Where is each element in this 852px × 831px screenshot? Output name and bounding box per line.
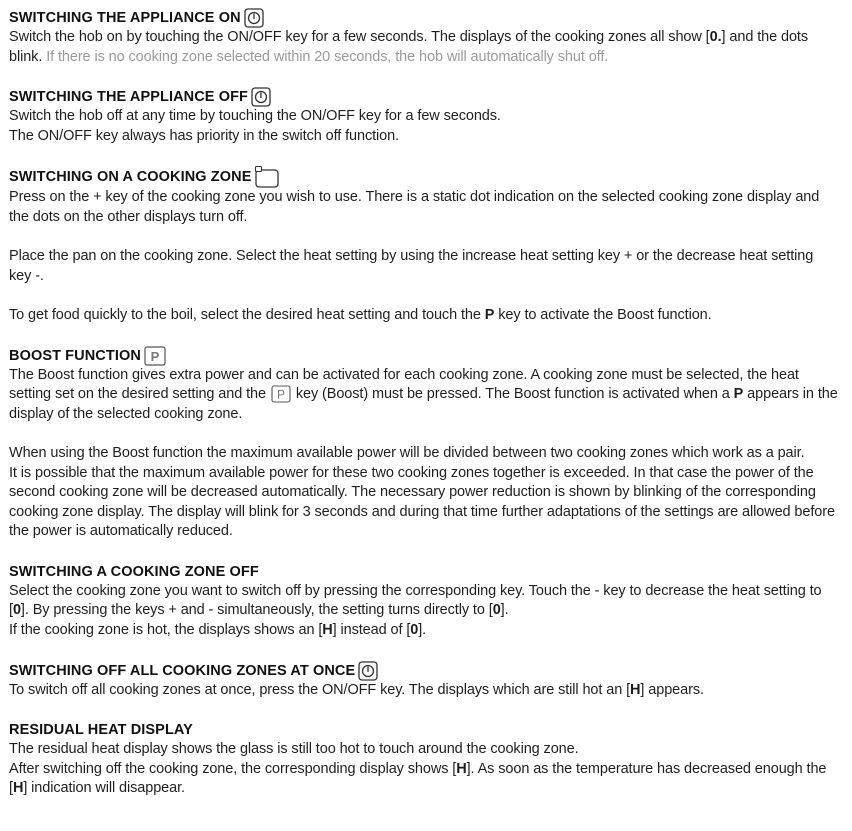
- section-switch-off: [9, 87, 852, 146]
- boost-p-icon: [271, 385, 291, 403]
- paragraph: Switch the hob on by touching the ON/OFF key for a few seconds. The displays of the cooking zones all show [0.] and the dots blink. If there is no cooking zone selected within 20 seconds, the hob will automatically shut off.: [9, 29, 809, 65]
- paragraph: It is possible that the maximum available power for these two cooking zones together is exceeded. In that case the power of the second cooking zone will be decreased automatically. The necessary power reduction is shown by blinking of the corresponding cooking zone display. The display will blink for 3 seconds and during that time further adaptations of the settings are allowed before the power is automatically reduced.: [9, 464, 835, 540]
- svg-text:P: P: [276, 387, 285, 402]
- paragraph: Press on the + key of the cooking zone you wish to use. There is a static dot indication on the selected cooking zone display and the dots on the other displays turn off.: [9, 189, 820, 225]
- section-residual-heat: [9, 720, 852, 799]
- paragraph: The ON/OFF key always has priority in the switch off function.: [9, 127, 400, 144]
- paragraph: Switch the hob off at any time by touching the ON/OFF key for a few seconds.: [9, 108, 501, 125]
- paragraph: When using the Boost function the maximum available power will be divided between two cooking zones which work as a pair.: [9, 444, 805, 461]
- section-all-off: [9, 661, 852, 701]
- section-heading: RESIDUAL HEAT DISPLAY: [9, 722, 193, 739]
- power-icon: [358, 661, 378, 681]
- paragraph: If the cooking zone is hot, the displays shows an [H] instead of [0].: [9, 622, 427, 639]
- section-heading: SWITCHING THE APPLIANCE OFF: [9, 87, 852, 107]
- power-icon: [251, 87, 271, 107]
- section-heading: BOOST FUNCTION P: [9, 346, 852, 366]
- paragraph: To get food quickly to the boil, select the desired heat setting and touch the P key to activate the Boost function.: [9, 306, 712, 323]
- section-heading: SWITCHING A COOKING ZONE OFF: [9, 563, 259, 580]
- paragraph: Place the pan on the cooking zone. Select the heat setting by using the increase heat setting key + or the decrease heat setting key -.: [9, 248, 814, 284]
- section-heading: SWITCHING OFF ALL COOKING ZONES AT ONCE: [9, 661, 852, 681]
- paragraph: After switching off the cooking zone, the corresponding display shows [H]. As soon as the temperature has decreased enough the [H] indication will disappear.: [9, 760, 827, 797]
- section-switch-on: [9, 8, 852, 67]
- paragraph: The residual heat display shows the glass is still too hot to touch around the cooking zone.: [9, 741, 579, 758]
- auto-shutoff-note: If there is no cooking zone selected within 20 seconds, the hob will automatically shut off.: [46, 48, 609, 65]
- paragraph: To switch off all cooking zones at once, press the ON/OFF key. The displays which are still hot an [H] appears.: [9, 681, 704, 698]
- section-zone-on: [9, 166, 852, 325]
- paragraph: Select the cooking zone you want to switch off by pressing the corresponding key. Touch the - key to decrease the heat setting to [0]. By pressing the keys + and - simultaneously, the setting turns directly to [0].: [9, 582, 822, 619]
- boost-p-icon: [144, 346, 166, 366]
- section-zone-off: [9, 562, 852, 641]
- section-heading: SWITCHING ON A COOKING ZONE: [9, 166, 852, 188]
- power-icon: [244, 8, 264, 28]
- section-heading: SWITCHING THE APPLIANCE ON: [9, 8, 852, 28]
- section-boost: [9, 346, 852, 542]
- paragraph: The Boost function gives extra power and can be activated for each cooking zone. A cooking zone must be selected, the heat setting set on the desired setting and the P key (Boost) must be pressed. The Boost function is activated when a P appears in the display of the selected cooking zone.: [9, 366, 838, 422]
- cooking-zone-icon: [254, 166, 280, 188]
- svg-text:P: P: [150, 348, 160, 364]
